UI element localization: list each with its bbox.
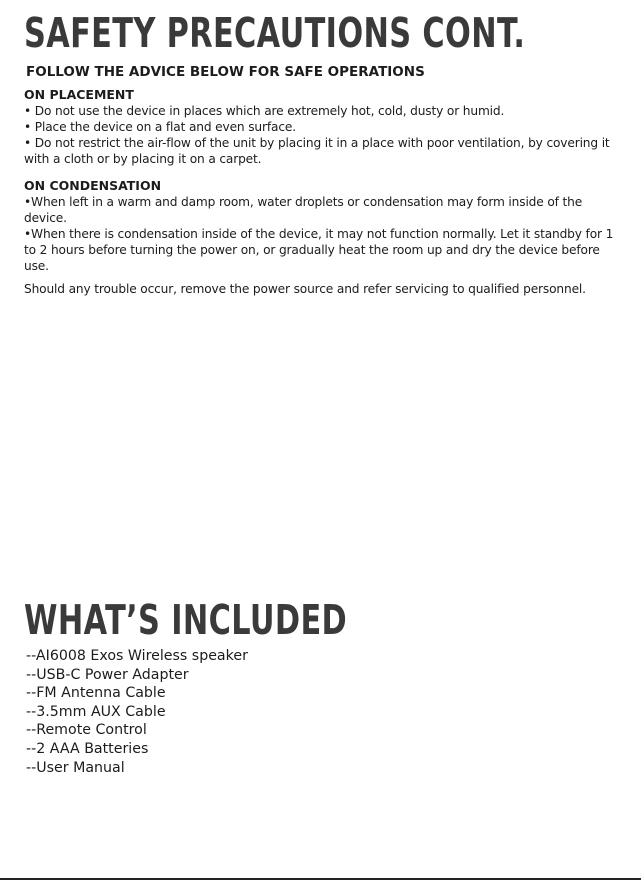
condensation-item: •When there is condensation inside of the device, it may not function normally. Let it standby for 1 to 2 hours before turning the power on, or gradually heat the room up and dry the device before use. bbox=[24, 227, 614, 273]
placement-section bbox=[24, 87, 614, 167]
whats-included-title: WHAT’S INCLUDED bbox=[24, 596, 348, 644]
condensation-section bbox=[24, 178, 614, 274]
footer-divider bbox=[0, 878, 641, 880]
condensation-item: •When left in a warm and damp room, water droplets or condensation may form inside of the device. bbox=[24, 195, 583, 225]
included-item: --2 AAA Batteries bbox=[26, 740, 149, 757]
placement-item: • Place the device on a flat and even surface. bbox=[24, 120, 296, 134]
placement-heading: ON PLACEMENT bbox=[24, 87, 134, 102]
placement-item: • Do not restrict the air-flow of the unit by placing it in a place with poor ventilation, by covering it with a cloth or by placing it on a carpet. bbox=[24, 136, 610, 166]
included-item: --Remote Control bbox=[26, 722, 147, 739]
closing-note: Should any trouble occur, remove the power source and refer servicing to qualified personnel. bbox=[24, 282, 586, 296]
safety-lead-text: FOLLOW THE ADVICE BELOW FOR SAFE OPERATIONS bbox=[26, 64, 425, 80]
included-item: --AI6008 Exos Wireless speaker bbox=[26, 648, 248, 664]
included-item: --3.5mm AUX Cable bbox=[26, 703, 166, 720]
included-item: --FM Antenna Cable bbox=[26, 685, 166, 702]
safety-precautions-title: SAFETY PRECAUTIONS CONT. bbox=[24, 9, 526, 57]
condensation-heading: ON CONDENSATION bbox=[24, 178, 162, 193]
placement-item: • Do not use the device in places which are extremely hot, cold, dusty or humid. bbox=[24, 104, 505, 118]
included-list bbox=[26, 647, 248, 777]
included-item: --USB-C Power Adapter bbox=[26, 666, 189, 683]
included-item: --User Manual bbox=[26, 759, 125, 776]
